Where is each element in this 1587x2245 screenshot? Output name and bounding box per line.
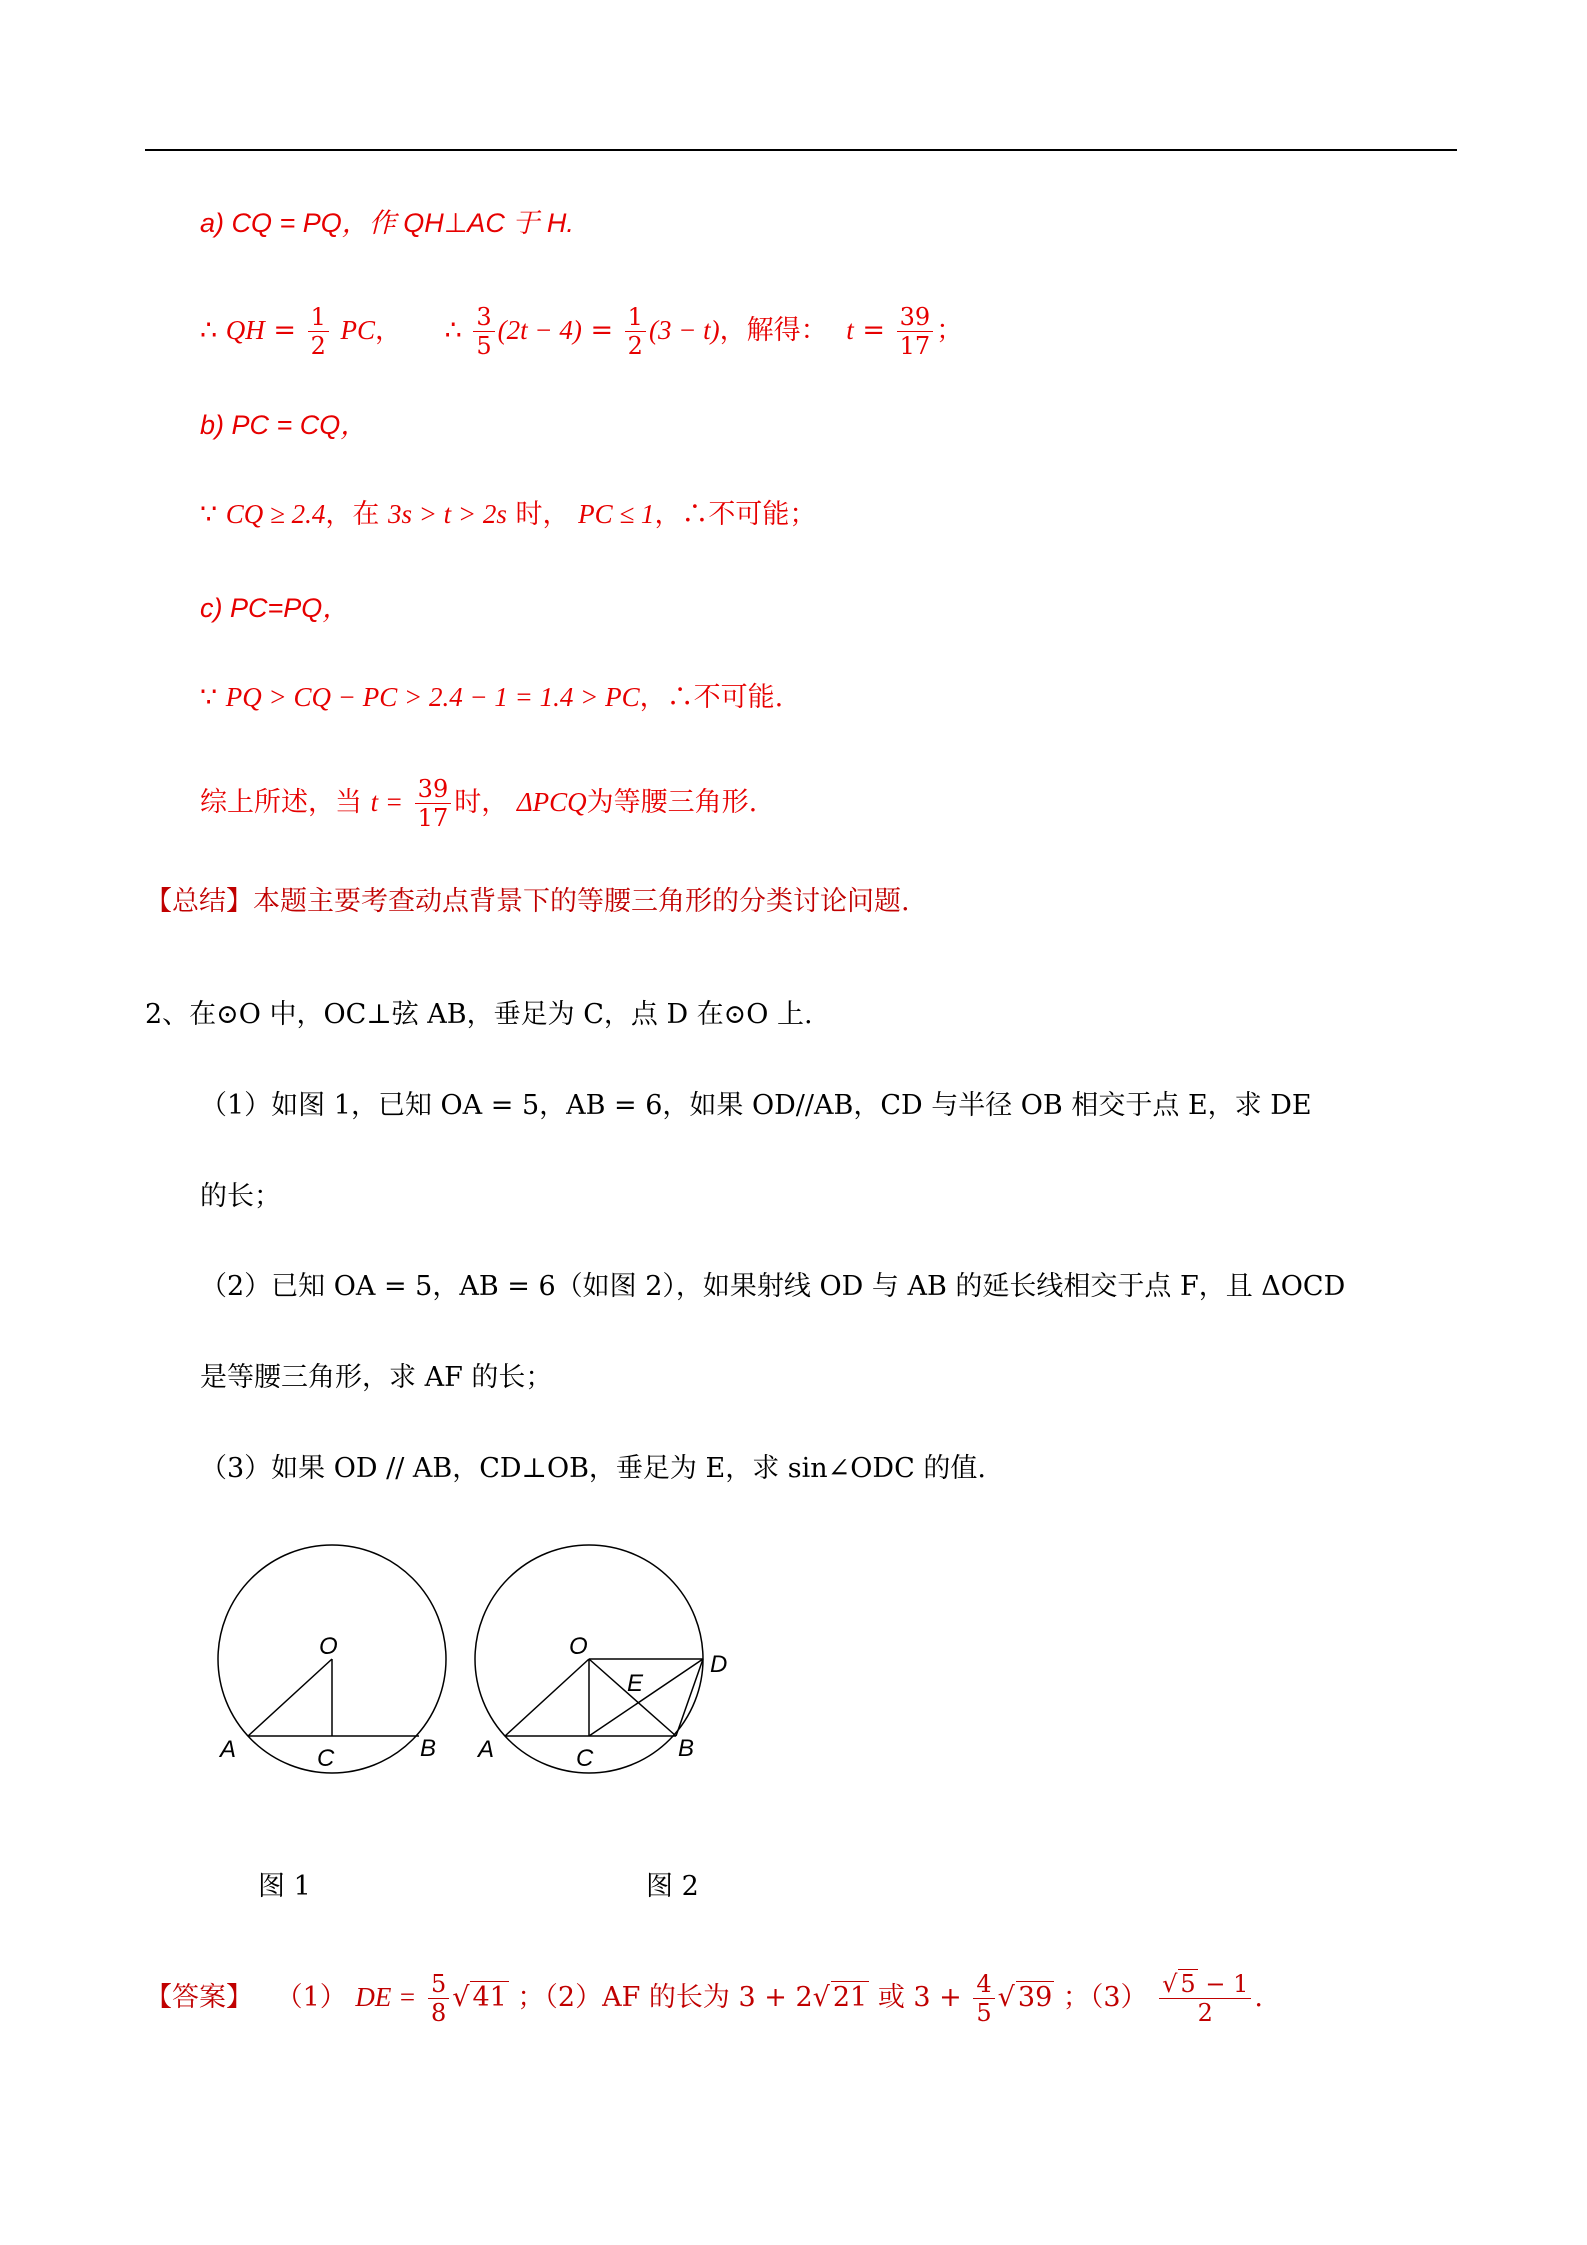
answer-tag: 【答案】	[145, 1982, 253, 2013]
answer: 【答案】 （1） DE = $\frac{5}{8}$ √ 41 ；（2）AF 的长为 3 + 2√ 21 或 3 + $\frac{4}{5}$ √ 39 ；（3） $\frac{√ 5 - 1}{2}$ .	[145, 1970, 1263, 2027]
figure-1-caption: 图 1	[258, 1871, 311, 1902]
conclusion: 综上所述，当 t = $\frac{39}{17}$ 时， ΔPCQ为等腰三角形.	[200, 775, 758, 832]
fraction-half: $\frac{1}{2}$	[308, 303, 329, 360]
question-2-line-1: （2）已知 OA = 5，AB = 6（如图 2），如果射线 OD 与 AB 的延长线相交于点 F，且 ΔOCD	[200, 1271, 1346, 1302]
answer-fraction-5-8: $\frac{5}{8}$	[428, 1970, 449, 2027]
sqrt-icon: √	[1162, 1970, 1178, 1998]
fig1-label-b: B	[420, 1735, 437, 1762]
problem-2-intro: 2、在⊙O 中，OC⊥弦 AB，垂足为 C，点 D 在⊙O 上.	[145, 999, 813, 1030]
fraction-three-fifths: $\frac{3}{5}$	[473, 303, 494, 360]
case-a-label: a) CQ = PQ，作 QH⊥AC 于 H.	[200, 208, 574, 238]
fig1-label-a: A	[220, 1736, 237, 1763]
fig2-label-e: E	[627, 1670, 644, 1697]
figure-2	[475, 1545, 727, 1773]
fig2-label-b: B	[678, 1735, 695, 1762]
fig2-segment-oa	[505, 1659, 589, 1736]
equation-b: ∵ CQ ≥ 2.4，在 3s > t > 2s 时， PC ≤ 1，∴不可能；	[200, 499, 817, 530]
figure-1	[218, 1545, 446, 1773]
answer-fraction-golden: $\frac{√ 5 - 1}{2}$	[1159, 1970, 1251, 2027]
equation-c: ∵ PQ > CQ − PC > 2.4 − 1 = 1.4 > PC，∴不可能.	[200, 682, 784, 713]
fraction-half-2: $\frac{1}{2}$	[625, 303, 646, 360]
fig1-label-o: O	[319, 1633, 338, 1660]
fig1-segment-oa	[248, 1659, 332, 1736]
fig2-label-a: A	[478, 1736, 495, 1763]
summary-text: 本题主要考查动点背景下的等腰三角形的分类讨论问题.	[253, 886, 910, 917]
answer-fraction-4-5: $\frac{4}{5}$	[973, 1970, 994, 2027]
fig2-label-d: D	[710, 1651, 728, 1678]
sqrt-icon: √	[997, 1982, 1015, 2013]
fraction-39-17: $\frac{39}{17}$	[897, 303, 934, 360]
fig2-segment-cd	[589, 1659, 703, 1736]
question-3: （3）如果 OD // AB，CD⊥OB，垂足为 E，求 sin∠ODC 的值.	[200, 1453, 986, 1484]
sqrt-icon: √	[452, 1982, 470, 2013]
case-b-label: b) PC = CQ，	[200, 410, 368, 440]
equation-a: ∴ QH = $\frac{1}{2}$ PC， ∴ $\frac{3}{5}$ (2t − 4) = $\frac{1}{2}$ (3 − t)，解得： t = $\frac{39}{17}$ ；	[200, 303, 964, 360]
question-1-line-2: 的长；	[200, 1181, 281, 1212]
sqrt-icon: √	[812, 1982, 830, 2013]
case-c-label: c) PC=PQ，	[200, 593, 350, 623]
fig2-label-o: O	[569, 1633, 588, 1660]
fig2-segment-bd	[676, 1659, 703, 1736]
summary-tag: 【总结】	[145, 886, 253, 917]
fig1-label-c: C	[317, 1745, 335, 1772]
question-2-line-2: 是等腰三角形，求 AF 的长；	[200, 1362, 553, 1393]
fraction-39-17-conclusion: $\frac{39}{17}$	[415, 775, 452, 832]
fig2-label-c: C	[576, 1745, 594, 1772]
question-1-line-1: （1）如图 1，已知 OA = 5，AB = 6，如果 OD//AB，CD 与半径 OB 相交于点 E，求 DE	[200, 1090, 1312, 1121]
figure-2-caption: 图 2	[646, 1871, 699, 1902]
